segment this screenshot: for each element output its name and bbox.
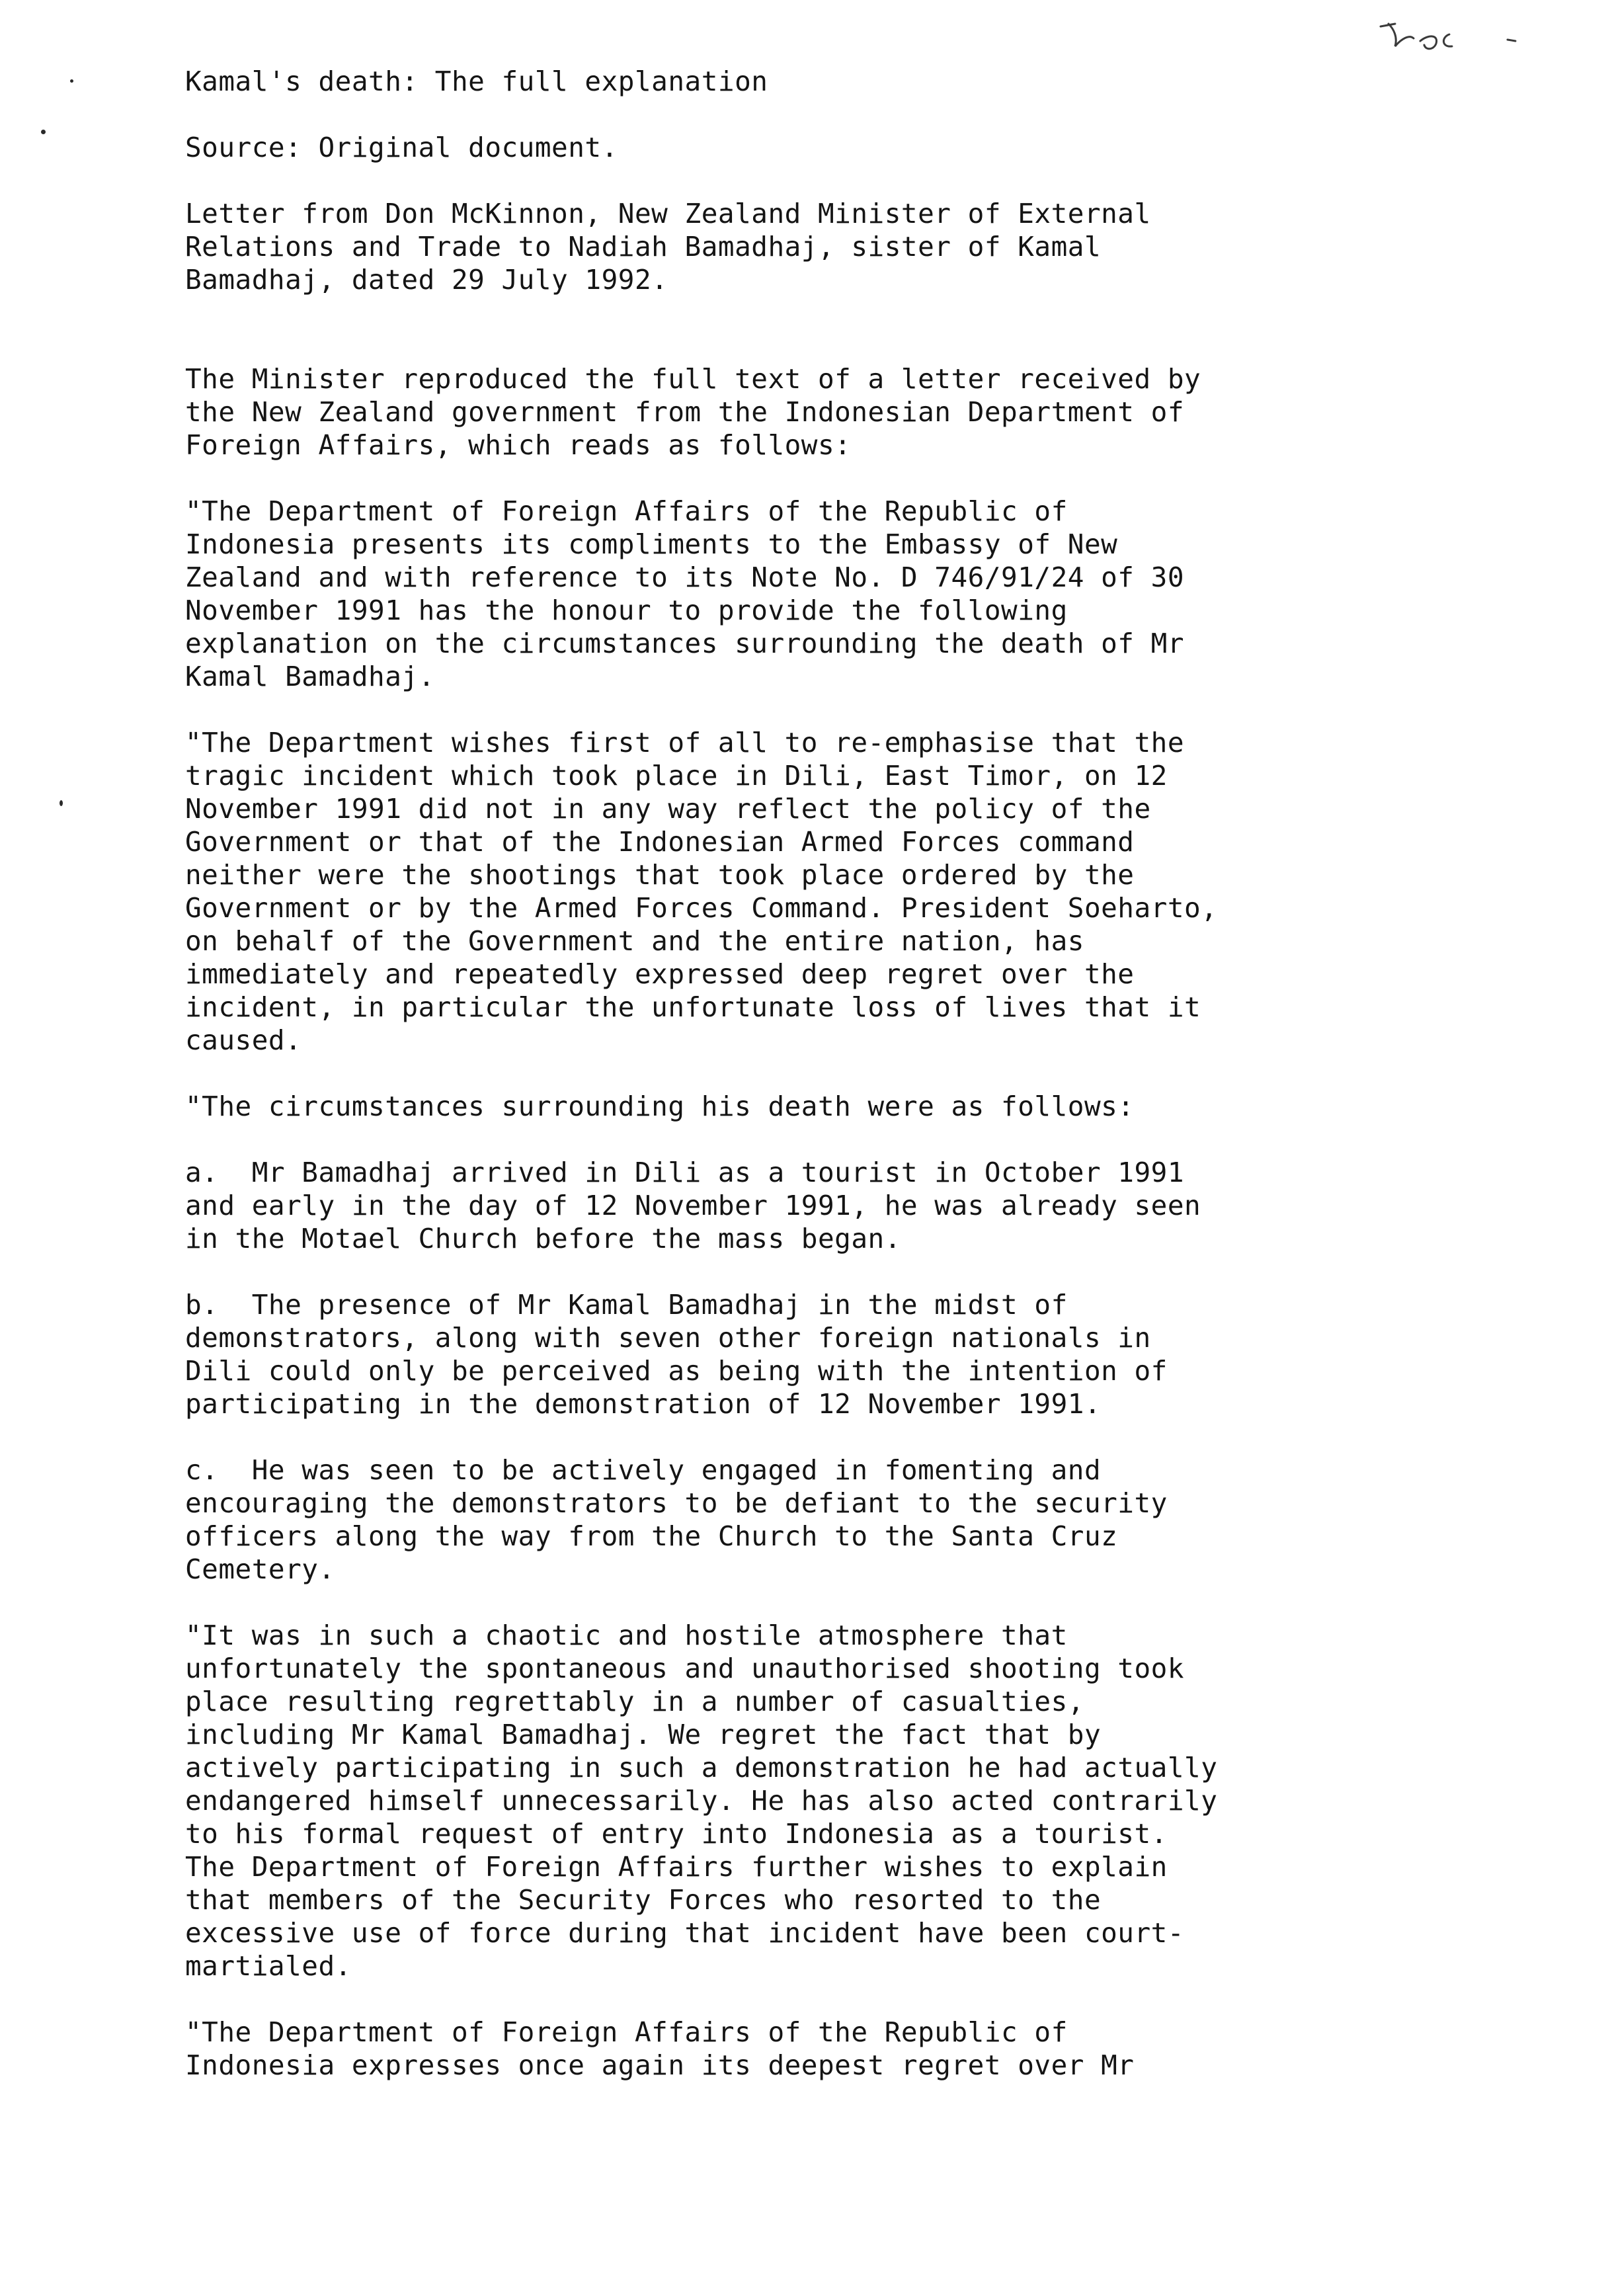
scan-speck-top	[70, 79, 73, 83]
department-regret-paragraph: "The Department wishes first of all to re-emphasise that the tragic incident which took place in Dili, East Timor, on 12 November 1991 did not in any way reflect the policy of the Government or that of the Indonesian Armed Forces command neither were the shootings that took place ordered by the Government or by the Armed Forces Command. President Soeharto, on behalf of the Government and the entire nation, has immediately and repeatedly expressed deep regret over the incident, in particular the unfortunate loss of lives that it caused.	[185, 727, 1218, 1056]
letter-description: Letter from Don McKinnon, New Zealand Minister of External Relations and Trade to Nadiah Bamadhaj, sister of Kamal Bamadhaj, dated 29 July 1992.	[185, 198, 1151, 296]
scan-speck-upper	[41, 130, 46, 134]
document-source: Source: Original document.	[185, 132, 618, 163]
document-title: Kamal's death: The full explanation	[185, 65, 768, 97]
minister-intro-paragraph: The Minister reproduced the full text of a letter received by the New Zealand government from the Indonesian Department of Foreign Affairs, which reads as follows:	[185, 363, 1201, 461]
circumstance-item-a: a. Mr Bamadhaj arrived in Dili as a tourist in October 1991 and early in the day of 12 November 1991, he was already seen in the Motael Church before the mass began.	[185, 1157, 1201, 1254]
department-compliments-paragraph: "The Department of Foreign Affairs of the Republic of Indonesia presents its compliments to the Embassy of New Zealand and with reference to its Note No. D 746/91/24 of 30 November 1991 has the honour to provide the following explanation on the circumstances surrounding the death of Mr Kamal Bamadhaj.	[185, 495, 1185, 692]
handwritten-annotation	[1375, 15, 1547, 61]
circumstance-item-c: c. He was seen to be actively engaged in fomenting and encouraging the demonstrators to be defiant to the security officers along the way from the Church to the Santa Cruz Cemetery.	[185, 1454, 1168, 1585]
closing-regret-paragraph: "The Department of Foreign Affairs of the Republic of Indonesia expresses once again its deepest regret over Mr	[185, 2016, 1135, 2081]
document-page	[185, 65, 1481, 2082]
scan-speck-middle	[60, 800, 63, 806]
circumstance-item-b: b. The presence of Mr Kamal Bamadhaj in the midst of demonstrators, along with seven other foreign nationals in Dili could only be perceived as being with the intention of participating in the demonstration of 12 November 1991.	[185, 1289, 1168, 1420]
shooting-explanation-paragraph: "It was in such a chaotic and hostile atmosphere that unfortunately the spontaneous and unauthorised shooting took place resulting regrettably in a number of casualties, including Mr Kamal Bamadhaj. We regret the fact that by actively participating in such a demonstration he had actually endangered himself unnecessarily. He has also acted contrarily to his formal request of entry into Indonesia as a tourist. The Department of Foreign Affairs further wishes to explain that members of the Security Forces who resorted to the excessive use of force during that incident have been court- martialed.	[185, 1620, 1218, 1982]
circumstances-heading: "The circumstances surrounding his death were as follows:	[185, 1090, 1135, 1122]
